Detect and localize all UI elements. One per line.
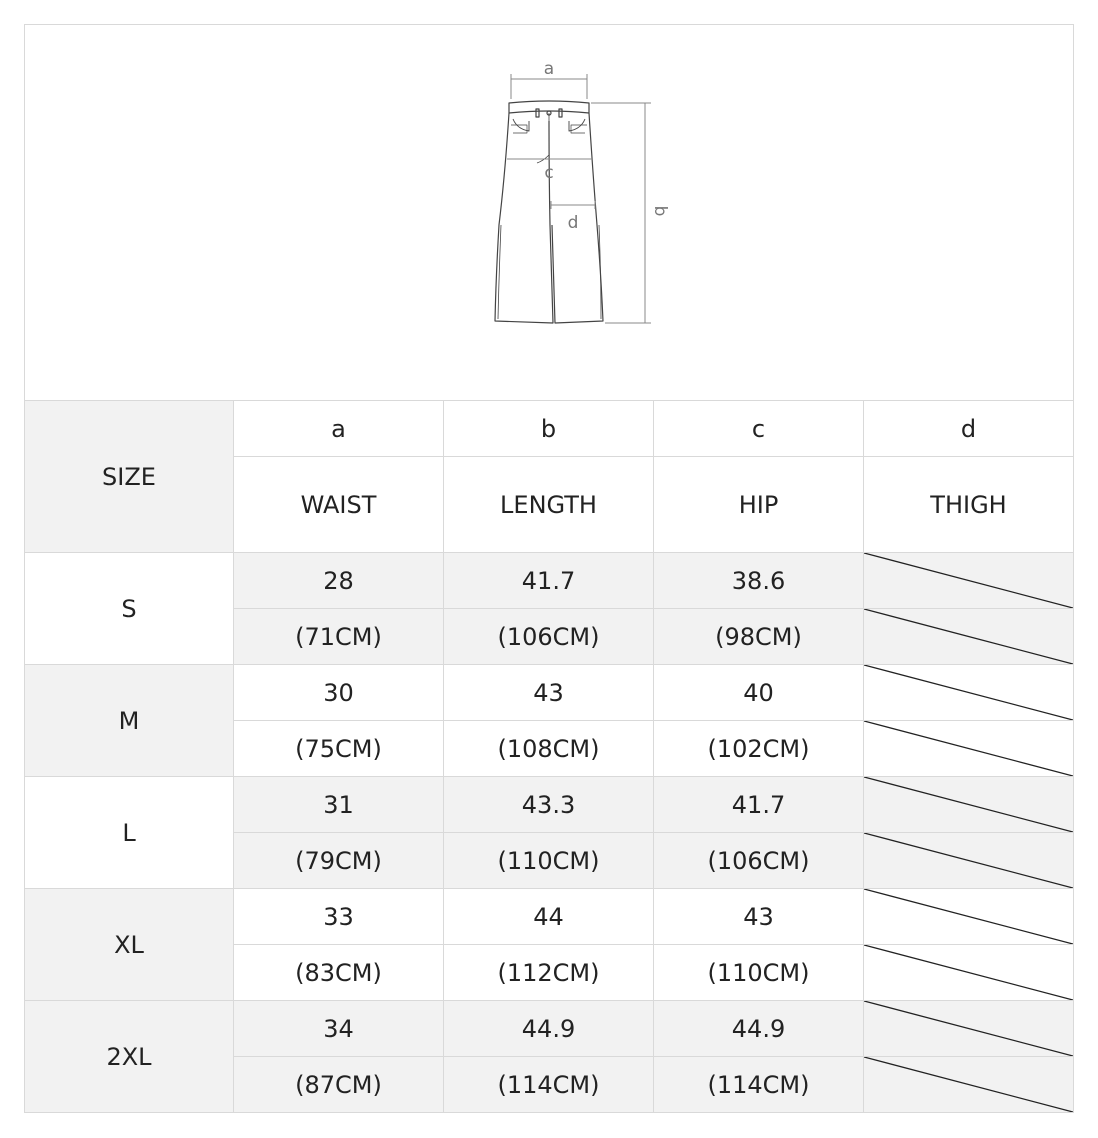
thigh-empty-cell [864,833,1074,889]
table-row [25,777,1074,833]
length-inch: 43 [444,665,654,721]
thigh-empty-cell [864,1057,1074,1113]
hip-inch: 44.9 [654,1001,864,1057]
thigh-empty-cell [864,665,1074,721]
waist-inch: 33 [234,889,444,945]
header-hip: HIP [654,457,864,553]
length-cm: (110CM) [444,833,654,889]
measure-b-label: b [650,205,670,217]
measure-c-label: c [544,163,554,183]
waist-cm: (83CM) [234,945,444,1001]
table-row [25,665,1074,721]
size-header: SIZE [25,401,234,553]
header-letter-a: a [234,401,444,457]
header-thigh: THIGH [864,457,1074,553]
waist-inch: 30 [234,665,444,721]
measure-a-label: a [543,59,555,79]
hip-cm: (102CM) [654,721,864,777]
header-letter-d: d [864,401,1074,457]
hip-inch: 43 [654,889,864,945]
waist-cm: (75CM) [234,721,444,777]
header-waist: WAIST [234,457,444,553]
waist-inch: 31 [234,777,444,833]
thigh-empty-cell [864,1001,1074,1057]
thigh-empty-cell [864,777,1074,833]
size-table [24,400,1074,1113]
header-letter-c: c [654,401,864,457]
size-label: XL [25,889,234,1001]
waist-inch: 34 [234,1001,444,1057]
header-row-letters [25,401,1074,457]
waist-cm: (79CM) [234,833,444,889]
pants-outline [495,101,603,323]
header-letter-b: b [444,401,654,457]
table-row [25,553,1074,609]
length-inch: 44.9 [444,1001,654,1057]
size-chart [24,24,1073,1113]
length-cm: (112CM) [444,945,654,1001]
size-label: L [25,777,234,889]
waist-cm: (87CM) [234,1057,444,1113]
thigh-empty-cell [864,553,1074,609]
hip-cm: (110CM) [654,945,864,1001]
header-length: LENGTH [444,457,654,553]
length-inch: 43.3 [444,777,654,833]
measure-d-line [551,201,595,209]
thigh-empty-cell [864,721,1074,777]
waist-inch: 28 [234,553,444,609]
size-label: 2XL [25,1001,234,1113]
hip-cm: (98CM) [654,609,864,665]
size-label: M [25,665,234,777]
pants-diagram [25,25,1073,401]
hip-inch: 38.6 [654,553,864,609]
hip-inch: 40 [654,665,864,721]
size-label: S [25,553,234,665]
table-row [25,889,1074,945]
thigh-empty-cell [864,945,1074,1001]
thigh-empty-cell [864,889,1074,945]
length-cm: (108CM) [444,721,654,777]
thigh-empty-cell [864,609,1074,665]
length-cm: (114CM) [444,1057,654,1113]
hip-cm: (114CM) [654,1057,864,1113]
length-inch: 44 [444,889,654,945]
measure-b-line [591,103,651,323]
table-row [25,1001,1074,1057]
hip-inch: 41.7 [654,777,864,833]
hip-cm: (106CM) [654,833,864,889]
length-cm: (106CM) [444,609,654,665]
length-inch: 41.7 [444,553,654,609]
pants-diagram-panel [24,24,1074,401]
waist-cm: (71CM) [234,609,444,665]
measure-d-label: d [567,213,579,233]
